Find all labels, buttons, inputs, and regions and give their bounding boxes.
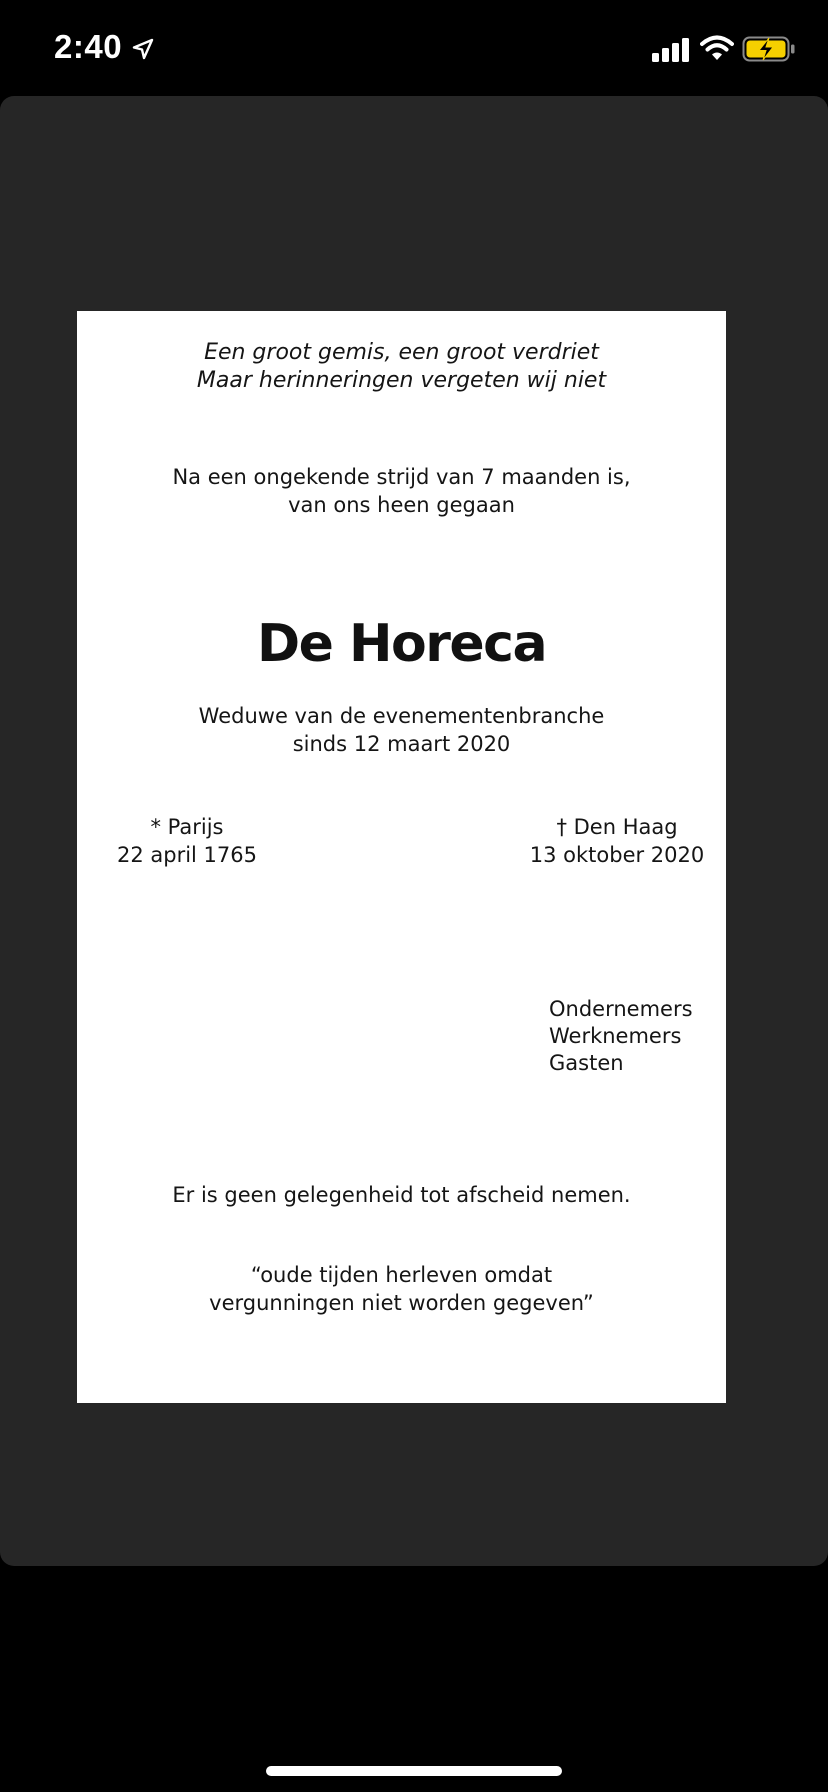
status-bar [0, 0, 828, 96]
birth-place: * Parijs [150, 815, 224, 839]
mourners-list [549, 996, 693, 1077]
birth-details [97, 813, 277, 869]
battery-charging-icon [742, 36, 796, 62]
wifi-icon [700, 34, 734, 62]
announcement-line: van ons heen gegaan [288, 493, 515, 517]
announcement [77, 463, 726, 519]
farewell-note: Er is geen gelegenheid tot afscheid nemen. [172, 1183, 631, 1207]
mourner-item: Gasten [549, 1051, 624, 1075]
subtitle-line: Weduwe van de evenementenbranche [198, 704, 605, 728]
birth-date: 22 april 1765 [116, 843, 258, 867]
announcement-line: Na een ongekende strijd van 7 maanden is, [172, 465, 631, 489]
quote-line: vergunningen niet worden gegeven” [209, 1291, 594, 1315]
opening-verse-line: Maar herinneringen vergeten wij niet [196, 368, 607, 393]
subtitle [77, 702, 726, 758]
subtitle-line: sinds 12 maart 2020 [292, 732, 511, 756]
cellular-signal-icon [652, 38, 692, 62]
opening-verse [77, 339, 726, 395]
obituary-notice-image [77, 311, 726, 1403]
quote-line: “oude tijden herleven omdat [250, 1263, 553, 1287]
closing-quote [77, 1261, 726, 1317]
deceased-name: De Horeca [256, 614, 547, 674]
mourner-item: Werknemers [549, 1024, 682, 1048]
death-details [517, 813, 717, 869]
status-time: 2:40 [54, 28, 123, 65]
death-date: 13 oktober 2020 [529, 843, 705, 867]
mourner-item: Ondernemers [549, 997, 693, 1021]
opening-verse-line: Een groot gemis, een groot verdriet [204, 340, 599, 365]
location-arrow-icon [132, 38, 154, 60]
home-indicator[interactable] [266, 1766, 562, 1776]
death-place: † Den Haag [556, 815, 678, 839]
